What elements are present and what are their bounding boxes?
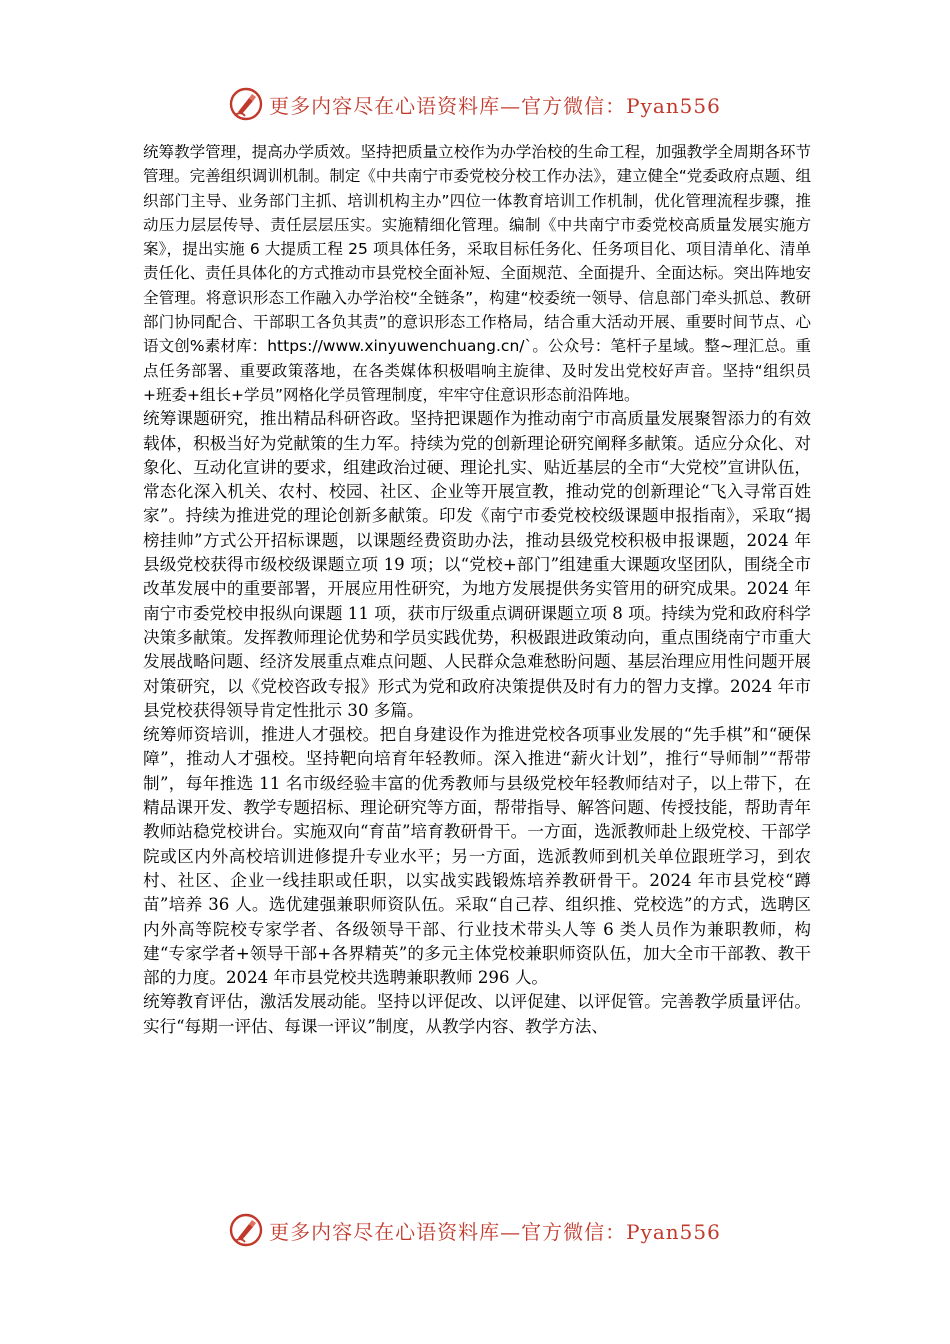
paragraph-research: 统筹课题研究，推出精品科研咨政。坚持把课题作为推动南宁市高质量发展聚智添力的有效载体，积极当好为党献策的生力军。持续为党的创新理论研究阐释多献策。适应分众化、对象化、互动化宣讲的要求，组建政治过硬、理论扎实、贴近基层的全市“大党校”宣讲队伍，常态化深入机关、农村、校园、社区、企业等开展宣教，推动党的创新理论“飞入寻常百姓家”。持续为推进党的理论创新多献策。印发《南宁市委党校校级课题申报指南》，采取“揭榜挂帅”方式公开招标课题，以课题经费资助办法，推动县级党校积极申报课题，2024 年县级党校获得市级校级课题立项 19 项；以“党校+部门”组建重大课题攻坚团队，围绕全市改革发展中的重要部署，开展应用性研究，为地方发展提供务实管用的研究成果。2024 年南宁市委党校申报纵向课题 11 项，获市厅级重点调研课题立项 8 项。持续为党和政府科学决策多献策。发挥教师理论优势和学员实践优势，积极跟进政策动向，重点围绕南宁市重大发展战略问题、经济发展重点难点问题、人民群众急难愁盼问题、基层治理应用性问题开展对策研究，以《党校咨政专报》形式为党和政府决策提供及时有力的智力支撑。2024 年市县党校获得领导肯定性批示 30 多篇。 [143, 409, 811, 720]
header-banner[interactable] [0, 84, 950, 124]
pen-logo-icon [229, 87, 263, 121]
footer-banner[interactable] [0, 1210, 950, 1250]
paragraph-teaching-management: 统筹教学管理，提高办学质效。坚持把质量立校作为办学治校的生命工程，加强教学全周期各环节管理。完善组织调训机制。制定《中共南宁市委党校分校工作办法》，建立健全“党委政府点题、组织部门主导、业务部门主抓、培训机构主办”四位一体教育培训工作机制，优化管理流程步骤，推动压力层层传导、责任层层压实。实施精细化管理。编制《中共南宁市委党校高质量发展实施方案》，提出实施 6 大提质工程 25 项具体任务，采取目标任务化、任务项目化、项目清单化、清单责任化、责任具体化的方式推动市县党校全面补短、全面规范、全面提升、全面达标。突出阵地安全管理。将意识形态工作融入办学治校“全链条”，构建“校委统一领导、信息部门牵头抓总、教研部门协同配合、干部职工各负其责”的意识形态工作格局，结合重大活动开展、重要时间节点、心语文创%素材库：https://www.xinyuwenchuang.cn/`。公众号：笔杆子星域。整~理汇总。重点任务部署、重要政策落地，在各类媒体积极唱响主旋律、及时发出党校好声音。坚持“组织员+班委+组长+学员”网格化学员管理制度，牢牢守住意识形态前沿阵地。 [143, 143, 811, 404]
document-body [143, 140, 811, 1039]
banner-text: 更多内容尽在心语资料库—官方微信：Pyan556 [269, 1219, 721, 1244]
paragraph-education-evaluation: 统筹教育评估，激活发展动能。坚持以评促改、以评促建、以评促管。完善教学质量评估。实行“每期一评估、每课一评议”制度，从教学内容、教学方法、 [143, 992, 811, 1036]
pen-logo-icon [229, 1213, 263, 1247]
paragraph-faculty-training: 统筹师资培训，推进人才强校。把自身建设作为推进党校各项事业发展的“先手棋”和“硬保障”，推动人才强校。坚持靶向培育年轻教师。深入推进“薪火计划”，推行“导师制”“帮带制”，每年推选 11 名市级经验丰富的优秀教师与县级党校年轻教师结对子，以上带下，在精品课开发、教学专题招标、理论研究等方面，帮带指导、解答问题、传授技能，帮助青年教师站稳党校讲台。实施双向“育苗”培育教研骨干。一方面，选派教师赴上级党校、干部学院或区内外高校培训进修提升专业水平；另一方面，选派教师到机关单位跟班学习，到农村、社区、企业一线挂职或任职，以实战实践锻炼培养教研骨干。2024 年市县党校“蹲苗”培养 36 人。选优建强兼职师资队伍。采取“自己荐、组织推、党校选”的方式，选聘区内外高等院校专家学者、各级领导干部、行业技术带头人等 6 类人员作为兼职教师，构建“专家学者+领导干部+各界精英”的多元主体党校兼职师资队伍，加大全市干部教、教干部的力度。2024 年市县党校共选聘兼职教师 296 人。 [143, 725, 811, 988]
banner-text: 更多内容尽在心语资料库—官方微信：Pyan556 [269, 93, 721, 118]
